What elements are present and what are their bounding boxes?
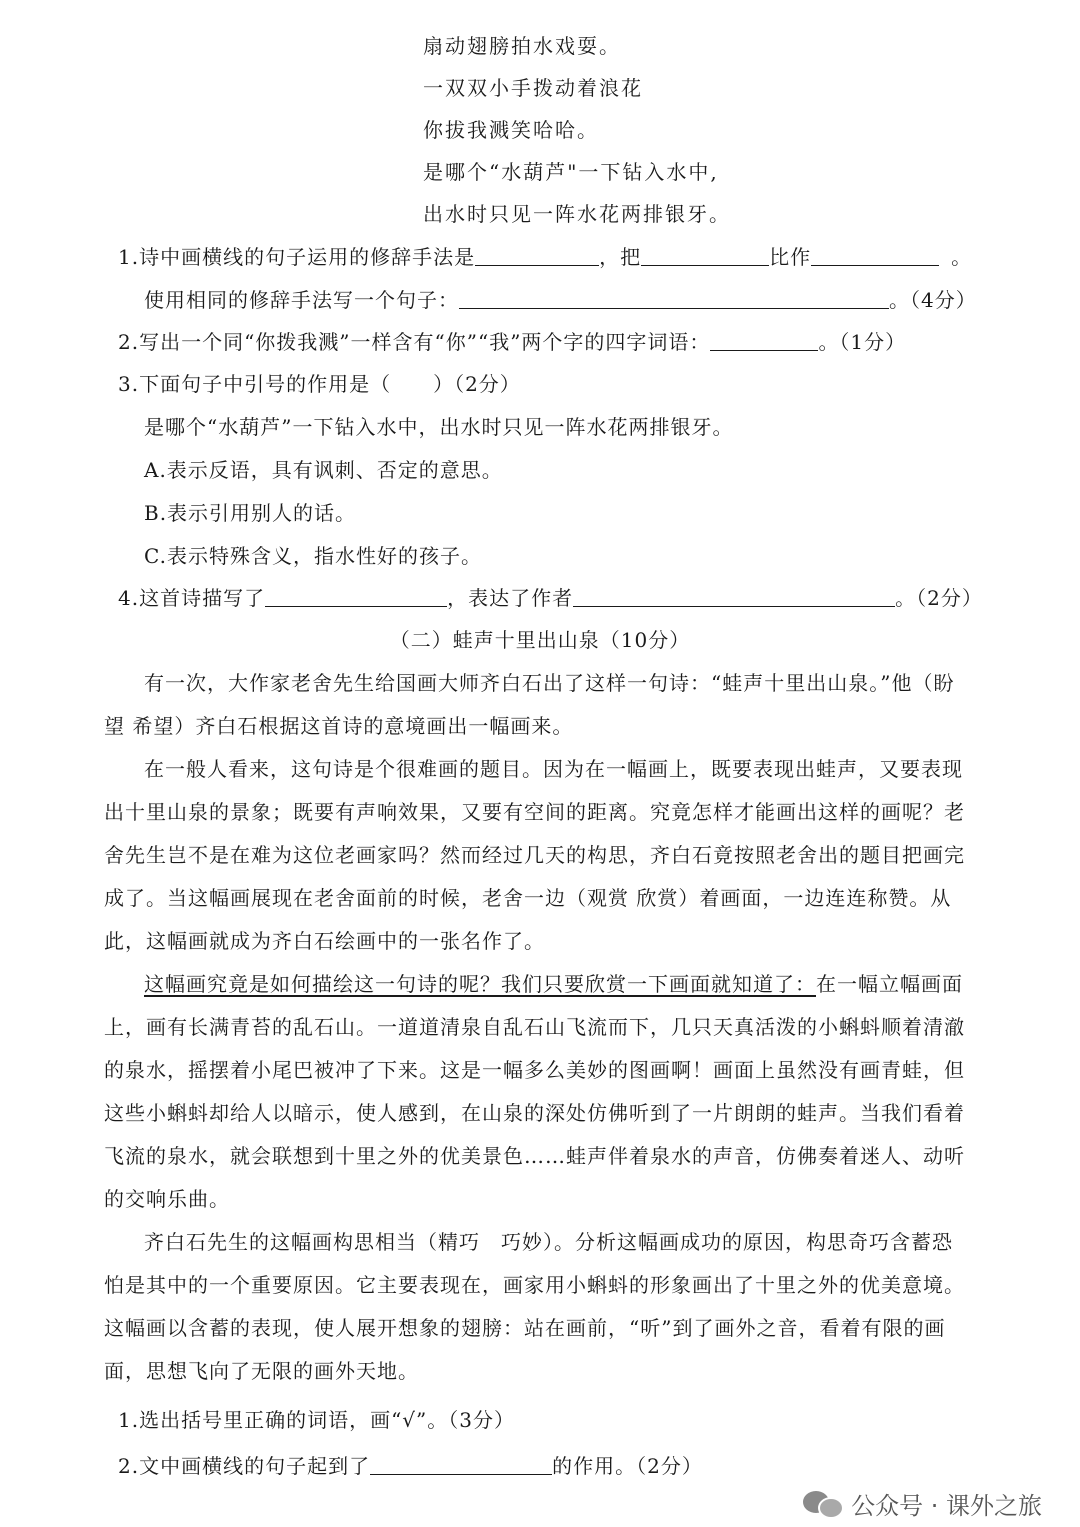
question-1: 1.诗中画横线的句子运用的修辞手法是 ，把 比作 。 (118, 245, 973, 269)
question-4: 4.这首诗描写了 ，表达了作者 。（2分） (118, 586, 983, 610)
passage-line: 这些小蝌蚪却给人以暗示，使人感到，在山泉的深处仿佛听到了一片朗朗的蛙声。当我们看着 (104, 1101, 965, 1125)
wechat-icon (803, 1487, 843, 1519)
passage-line: 的交响乐曲。 (104, 1187, 230, 1211)
option-c[interactable]: C.表示特殊含义，指水性好的孩子。 (144, 544, 482, 568)
answer-blank[interactable] (811, 245, 939, 266)
answer-blank[interactable] (459, 288, 889, 309)
answer-blank[interactable] (265, 586, 447, 607)
underlined-sentence: 这幅画究竟是如何描绘这一句诗的呢？我们只要欣赏一下画面就知道了： (144, 972, 816, 996)
passage-line: 这幅画以含蓄的表现，使人展开想象的翅膀：站在画前，“听”到了画外之音，看着有限的画 (104, 1316, 946, 1340)
question-3-sentence: 是哪个“水葫芦”一下钻入水中，出水时只见一阵水花两排银牙。 (144, 415, 734, 439)
option-a[interactable]: A.表示反语，具有讽刺、否定的意思。 (144, 458, 503, 482)
poem-line: 出水时只见一阵水花两排银牙。 (423, 202, 731, 226)
passage-line: 出十里山泉的景象；既要有声响效果，又要有空间的距离。究竟怎样才能画出这样的画呢？老 (104, 800, 965, 824)
poem-line: 一双双小手拨动着浪花 (423, 76, 643, 100)
passage-line: 在一般人看来，这句诗是个很难画的题目。因为在一幅画上，既要表现出蛙声，又要表现 (144, 757, 963, 781)
section2-question-1: 1.选出括号里正确的词语，画“√”。（3分） (118, 1408, 515, 1432)
passage-line: 的泉水，摇摆着小尾巴被冲了下来。这是一幅多么美妙的图画啊！画面上虽然没有画青蛙，但 (104, 1058, 965, 1082)
poem-line: 你拔我溅笑哈哈。 (423, 118, 599, 142)
passage-line: 望 希望）齐白石根据这首诗的意境画出一幅画来。 (104, 714, 574, 738)
section2-question-2: 2.文中画横线的句子起到了 的作用。（2分） (118, 1454, 703, 1478)
poem-line: 扇动翅膀拍水戏耍。 (423, 34, 621, 58)
passage-line: 成了。当这幅画展现在老舍面前的时候，老舍一边（观赏 欣赏）着画面，一边连连称赞。从 (104, 886, 952, 910)
passage-line: 上，画有长满青苔的乱石山。一道道清泉自乱石山飞流而下，几只天真活泼的小蝌蚪顺着清澈 (104, 1015, 965, 1039)
watermark-text: 公众号 · 课外之旅 (851, 1491, 1042, 1520)
answer-blank[interactable] (710, 330, 818, 351)
question-1-line2: 使用相同的修辞手法写一个句子： 。（4分） (144, 288, 977, 312)
passage-line: 怕是其中的一个重要原因。它主要表现在，画家用小蝌蚪的形象画出了十里之外的优美意境。 (104, 1273, 965, 1297)
option-b[interactable]: B.表示引用别人的话。 (144, 501, 357, 525)
passage-line: 齐白石先生的这幅画构思相当（精巧 巧妙）。分析这幅画成功的原因，构思奇巧含蓄恐 (144, 1230, 953, 1254)
answer-blank[interactable] (370, 1454, 552, 1475)
passage-line: 这幅画究竟是如何描绘这一句诗的呢？我们只要欣赏一下画面就知道了：在一幅立幅画面 (144, 972, 963, 996)
watermark (803, 1486, 1042, 1520)
poem-line: 是哪个“水葫芦"一下钻入水中, (423, 160, 719, 184)
passage-line: 面，思想飞向了无限的画外天地。 (104, 1359, 419, 1383)
question-3: 3.下面句子中引号的作用是（ ）（2分） (118, 372, 521, 396)
section-title: （二）蛙声十里出山泉（10分） (389, 628, 691, 652)
answer-blank[interactable] (641, 245, 769, 266)
answer-blank[interactable] (573, 586, 895, 607)
passage-line: 舍先生岂不是在难为这位老画家吗？然而经过几天的构思，齐白石竟按照老舍出的题目把画完 (104, 843, 965, 867)
question-2: 2.写出一个同“你拨我溅”一样含有“你”“我”两个字的四字词语： 。（1分） (118, 330, 907, 354)
passage-line: 有一次，大作家老舍先生给国画大师齐白石出了这样一句诗：“蛙声十里出山泉。”他（盼 (144, 671, 955, 695)
passage-line: 此，这幅画就成为齐白石绘画中的一张名作了。 (104, 929, 545, 953)
passage-line: 飞流的泉水，就会联想到十里之外的优美景色……蛙声伴着泉水的声音，仿佛奏着迷人、动听 (104, 1144, 965, 1168)
answer-blank[interactable] (475, 245, 599, 266)
